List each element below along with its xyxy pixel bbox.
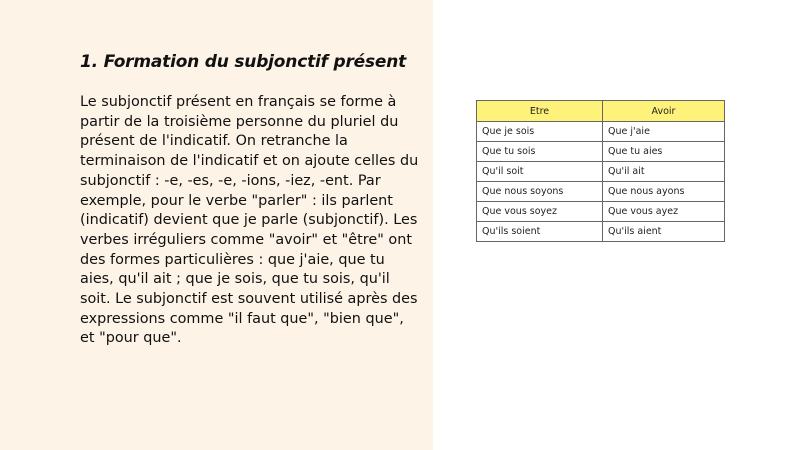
- etre-cell: Qu'ils soient: [477, 222, 603, 242]
- etre-cell: Qu'il soit: [477, 162, 603, 182]
- avoir-cell: Qu'ils aient: [603, 222, 725, 242]
- table-row: [477, 142, 725, 162]
- avoir-cell: Qu'il ait: [603, 162, 725, 182]
- avoir-cell: Que tu aies: [603, 142, 725, 162]
- etre-cell: Que je sois: [477, 122, 603, 142]
- header-avoir: Avoir: [603, 101, 725, 122]
- avoir-cell: Que vous ayez: [603, 202, 725, 222]
- etre-cell: Que tu sois: [477, 142, 603, 162]
- table-row: [477, 182, 725, 202]
- table-row: [477, 122, 725, 142]
- etre-cell: Que vous soyez: [477, 202, 603, 222]
- table-row: [477, 202, 725, 222]
- etre-cell: Que nous soyons: [477, 182, 603, 202]
- header-etre: Etre: [477, 101, 603, 122]
- conjugation-table: [476, 100, 725, 242]
- table-header-row: [477, 101, 725, 122]
- table-row: [477, 222, 725, 242]
- section-title: 1. Formation du subjonctif présent: [80, 52, 407, 72]
- avoir-cell: Que j'aie: [603, 122, 725, 142]
- body-paragraph: Le subjonctif présent en français se forme à partir de la troisième personne du pluriel du présent de l'indicatif. On retranche la terminaison de l'indicatif et on ajoute celles du subjonctif : -e, -es, -e, -ions, -iez, -ent. Par exemple, pour le verbe "parler" : ils parlent (indicatif) devient que je parle (subjonctif). Les verbes irréguliers comme "avoir" et "être" ont des formes particulières : que j'aie, que tu aies, qu'il ait ; que je sois, que tu sois, qu'il soit. Le subjonctif est souvent utilisé après des expressions comme "il faut que", "bien que", et "pour que".: [80, 94, 419, 347]
- table-row: [477, 162, 725, 182]
- avoir-cell: Que nous ayons: [603, 182, 725, 202]
